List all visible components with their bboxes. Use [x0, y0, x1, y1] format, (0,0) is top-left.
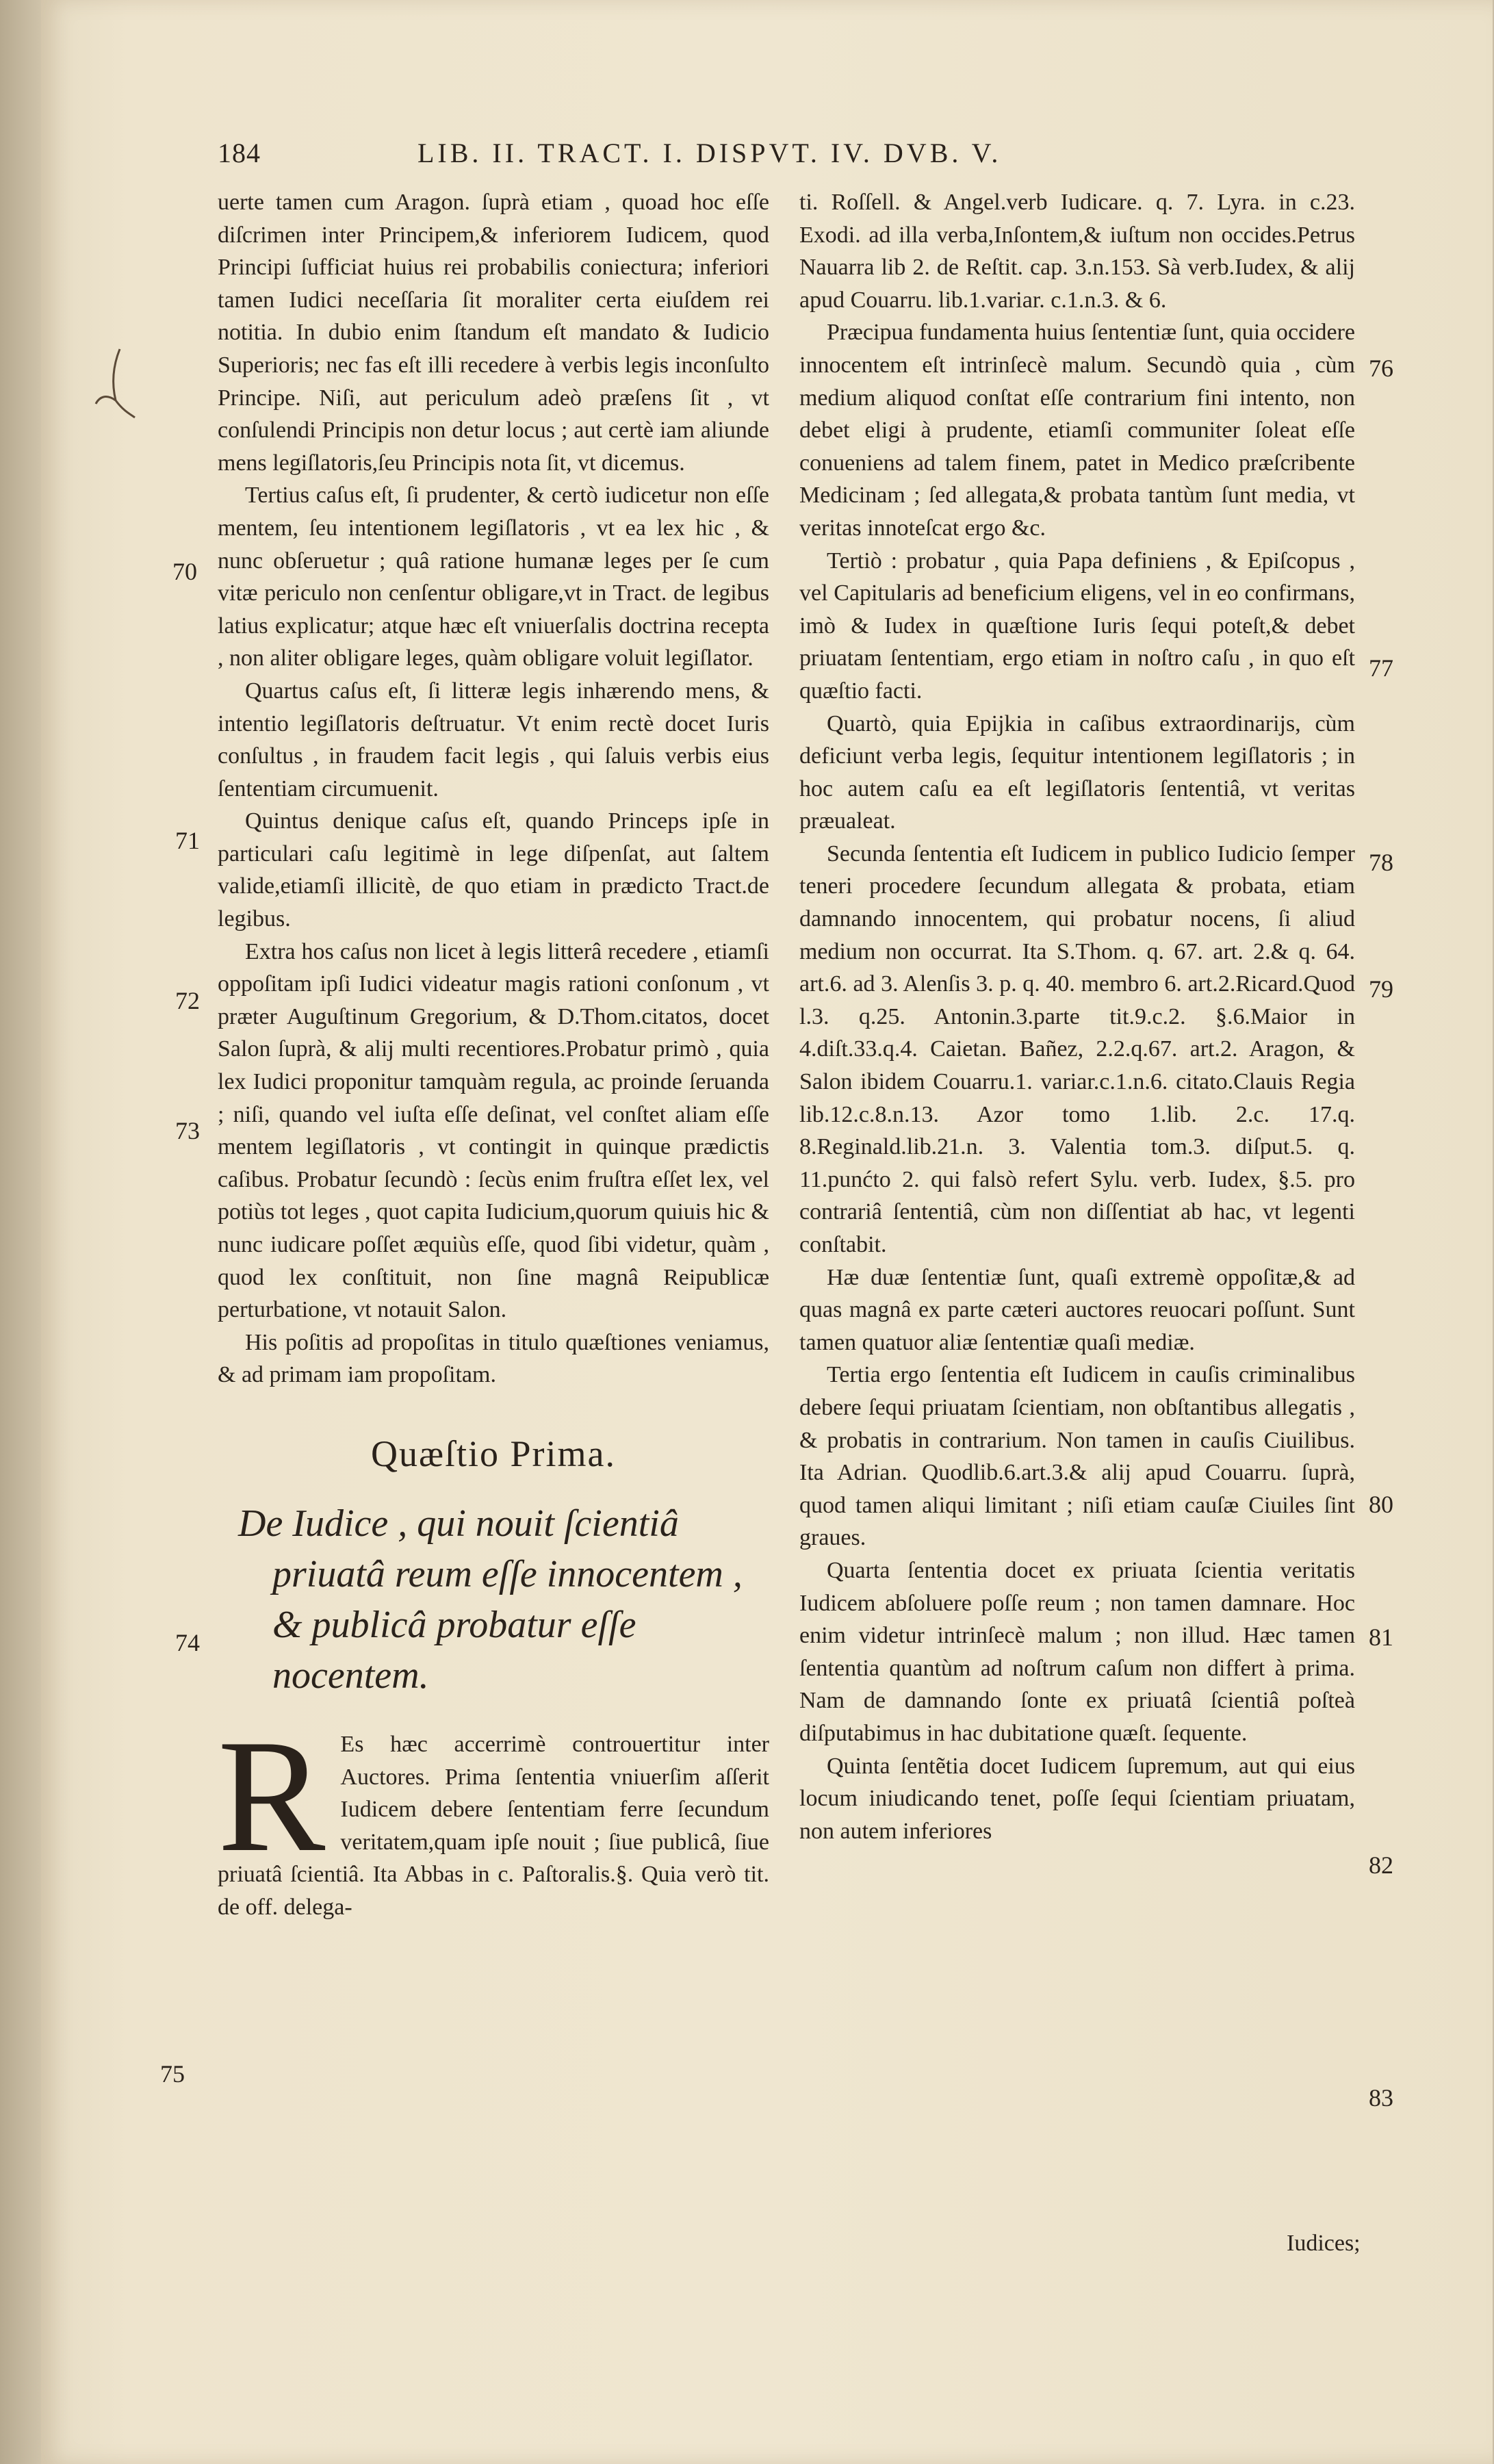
margin-number: 81 — [1369, 1624, 1393, 1651]
margin-number: 78 — [1369, 849, 1393, 876]
paragraph: uerte tamen cum Aragon. ſuprà etiam , quoad hoc eſſe diſcrimen inter Principem,& inferiorem Iudicem, quod Principi ſufficiat huius rei probabilis coniectura; inferiori tamen Iudici neceſſaria ſit moraliter certa eiuſdem rei notitia. In dubio enim ſtandum eſt mandato & Iudicio Superioris; nec fas eſt illi recedere à verbis legis inconſulto Principe. Niſi, aut periculum adeò præſens ſit , vt conſulendi Principis non detur locus ; aut certè iam aliunde mens legiſlatoris,ſeu Principis nota ſit, vt dicemus. — [218, 190, 769, 476]
margin-number: 79 — [1369, 975, 1393, 1003]
paragraph: Quarta ſententia docet ex priuata ſcientia veritatis Iudicem abſoluere poſſe reum ; non tamen damnare. Hoc enim videtur intrinſecè malum ; non illud. Hæc tamen ſententia quantùm ad noſtrum caſum non differt à prima. Nam de damnando ſonte ex priuatâ ſcientiâ poſteà diſputabimus in hac dubitatione quæſt. ſequente. — [799, 1557, 1355, 1746]
margin-number: 73 — [175, 1117, 200, 1144]
paragraph: Tertia ergo ſententia eſt Iudicem in cauſis criminalibus debere ſequi priuatam ſcientiam, non obſtantibus allegatis , & probatis in contrarium. Non tamen in cauſis Ciuilibus. Ita Adrian. Quodlib.6.art.3.& alij apud Couarru. ſuprà, quod tamen aliqui limitant ; niſi etiam cauſæ Ciuiles ſint graues. — [799, 1362, 1355, 1551]
margin-number: 70 — [172, 558, 197, 585]
final-paragraph-block — [218, 1706, 769, 1924]
page-number: 184 — [218, 138, 261, 168]
paragraph: Quartus caſus eſt, ſi litteræ legis inhærendo mens, & intentio legiſlatoris deſtruatur. Vt enim rectè docet Iuris conſultus , in fraudem facit legis , qui ſaluis verbis eius ſententiam circumuenit. — [218, 678, 769, 801]
drop-cap: R — [218, 1706, 326, 1886]
paragraph: Quintus denique caſus eſt, quando Princeps ipſe in particulari caſu legitimè in lege diſpenſat, aut ſaltem valide,etiamſi illicitè, de quo etiam in prædicto Tract.de legibus. — [218, 808, 769, 932]
right-column — [799, 186, 1355, 1847]
margin-number: 82 — [1369, 1851, 1393, 1879]
question-subtitle: De Iudice , qui nouit ſcientiâ priuatâ reum eſſe innocentem , & publicâ probatur eſſe nocentem. — [238, 1502, 743, 1697]
page-header — [0, 137, 1494, 185]
paragraph: Præcipua fundamenta huius ſententiæ ſunt, quia occidere innocentem eſt intrinſecè malum. Secundò quia , cùm medium aliquod conſtat eſſe contrarium fini intento, non debet eligi à prudente, etiamſi communiter ſoleat eſſe conueniens ad talem finem, patet in Medico præſcribente Medicinam ; ſed allegata,& probata tantùm ſunt media, vt veritas innoteſcat ergo &c. — [799, 320, 1355, 541]
left-column — [218, 186, 769, 1924]
margin-number: 74 — [175, 1629, 200, 1656]
margin-number: 72 — [175, 987, 200, 1014]
margin-number: 75 — [160, 2060, 185, 2088]
paragraph: Secunda ſententia eſt Iudicem in publico Iudicio ſemper teneri procedere ſecundum allegata & probata, etiam damnando innocentem, qui probatur nocens, ſi aliud medium non occurrat. Ita S.Thom. q. 67. art. 2.& q. 64. art.6. ad 3. Alenſis 3. p. q. 40. membro 6. art.2.Ricard.Quod l.3. q.25. Antonin.3.parte tit.9.c.2. §.6.Maior in 4.diſt.33.q.4. Caietan. Bañez, 2.2.q.67. art.2. Aragon, & Salon ibidem Couarru.1. variar.c.1.n.6. citato.Clauis Regia lib.12.c.8.n.13. Azor tomo 1.lib. 2.c. 17.q. 8.Reginald.lib.21.n. 3. Valentia tom.3. diſput.5. q. 11.punćto 2. qui falsò refert Sylu. verb. Iudex, §.5. pro contrariâ ſententiâ, cùm non diſſentiat ab hac, vt legenti conſtabit. — [799, 840, 1355, 1257]
handwritten-mark-icon — [92, 346, 140, 421]
running-head: LIB. II. TRACT. I. DISPVT. IV. DVB. V. — [417, 138, 1002, 168]
paragraph: Hæ duæ ſententiæ ſunt, quaſi extremè oppoſitæ,& ad quas magnâ ex parte cæteri auctores reuocari poſſunt. Sunt tamen quatuor aliæ ſententiæ quaſi mediæ. — [799, 1264, 1355, 1355]
margin-number: 77 — [1369, 654, 1393, 682]
paragraph: Es hæc accerrimè controuertitur inter Auctores. Prima ſententia vniuerſim aſſerit Iudicem debere ſententiam ferre ſecundum veritatem,quam ipſe nouit ; ſiue publicâ, ſiue priuatâ ſcientiâ. Ita Abbas in c. Paſtoralis.§. Quia verò tit. de off. delega- — [218, 1731, 769, 1920]
paragraph: ti. Roſſell. & Angel.verb Iudicare. q. 7. Lyra. in c.23. Exodi. ad illa verba,Inſontem,& iuſtum non occides.Petrus Nauarra lib 2. de Reſtit. cap. 3.n.153. Sà verb.Iudex, & alij apud Couarru. lib.1.variar. c.1.n.3. & 6. — [799, 190, 1355, 313]
catchword: Iudices; — [1287, 2231, 1361, 2256]
margin-number: 76 — [1369, 355, 1393, 382]
margin-number: 80 — [1369, 1491, 1393, 1518]
paragraph: Extra hos caſus non licet à legis litterâ recedere , etiamſi oppoſitam ipſi Iudici videatur magis rationi conſonum , vt præter Auguſtinum Gregorium, & D.Thom.citatos, docet Salon ſuprà, & alij multi recentiores.Probatur primò , quia lex Iudici proponitur tamquàm regula, ac proinde ſeruanda ; niſi, quando vel iuſta eſſe deſinat, vel conſtet aliam eſſe mentem legiſlatoris , vt contingit in quinque prædictis caſibus. Probatur ſecundò : ſecùs enim fruſtra eſſet lex, vel potiùs tot leges , quot capita Iudicium,quorum quiuis hic & nunc iudicare poſſet æquiùs eſſe, quod ſibi videtur, quàm , quod lex conſtituit, non ſine magnâ Reipublicæ perturbatione, vt notauit Salon. — [218, 938, 769, 1323]
paragraph: His poſitis ad propoſitas in titulo quæſtiones veniamus, & ad primam iam propoſitam. — [218, 1329, 769, 1388]
paragraph: Quinta ſentẽtia docet Iudicem ſupremum, aut qui eius locum iniudicando tenet, poſſe ſequi ſcientiam priuatam, non autem inferiores — [799, 1753, 1355, 1844]
book-spine — [0, 0, 41, 2464]
paragraph: Tertius caſus eſt, ſi prudenter, & certò iudicetur non eſſe mentem, ſeu intentionem legiſlatoris , vt ea lex hic , & nunc obſeruetur ; quâ ratione humanæ leges per ſe cum vitæ periculo non cenſentur obligare,vt in Tract. de legibus latius explicatur; atque hæc eſt vniuerſalis doctrina recepta , non aliter obligare leges, quàm obligare voluit legiſlator. — [218, 483, 769, 671]
margin-number: 83 — [1369, 2084, 1393, 2112]
margin-number: 71 — [175, 827, 200, 854]
paragraph: Quartò, quia Epijkia in caſibus extraordinarijs, cùm deficiunt verba legis, ſequitur intentionem legiſlatoris ; in hoc autem caſu ea eſt legiſlatoris ſententiâ, vt veritas præualeat. — [799, 710, 1355, 834]
question-title: Quæſtio Prima. — [370, 1433, 616, 1474]
paragraph: Tertiò : probatur , quia Papa definiens , & Epiſcopus , vel Capitularis ad beneficium eligens, vel in eo confirmans, imò & Iudex in quæſtione Iuris ſequi poteſt,& debet priuatam ſententiam, ergo etiam in noſtro caſu , in quo eſt quæſtio facti. — [799, 548, 1355, 704]
